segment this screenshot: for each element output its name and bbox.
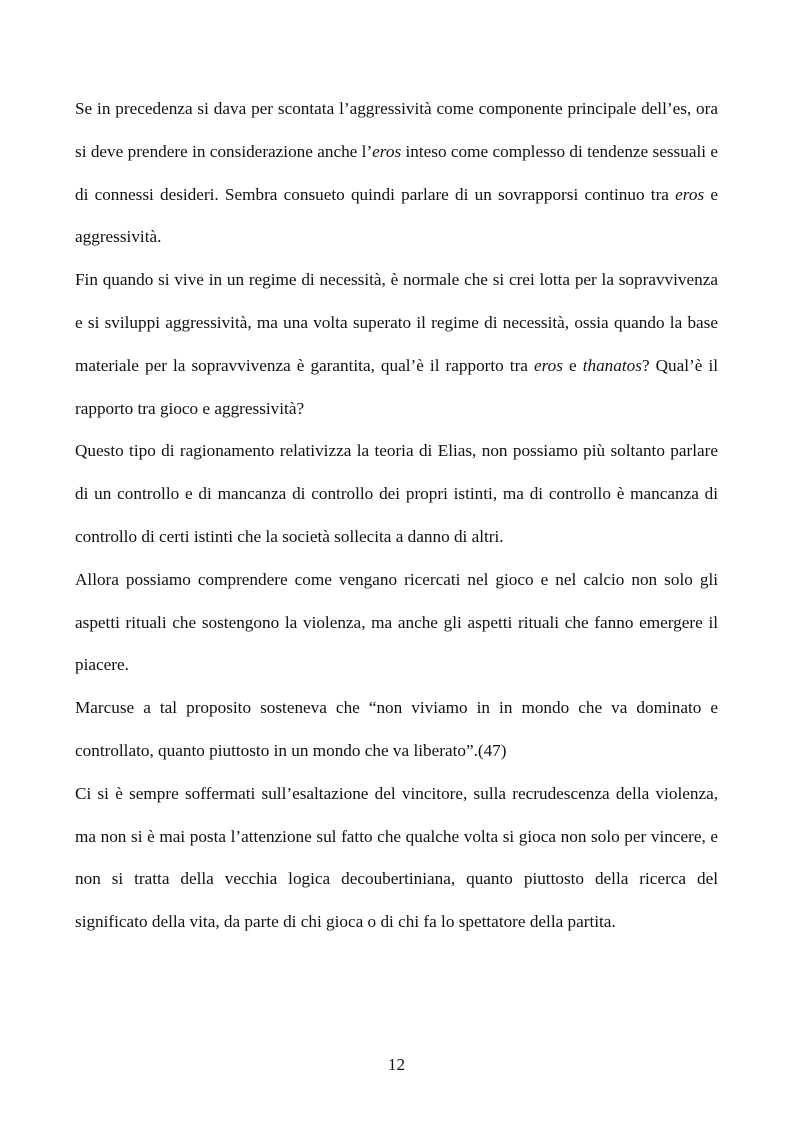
text-segment: Fin quando si vive in un regime di necessità, è normale che si crei lotta per la sopravvivenza e si sviluppi aggressività, ma una volta superato il regime di necessità, ossia quando la base materiale per la sopravvivenza è garantita, qual’è il rapporto tra: [75, 270, 718, 375]
body-text: [75, 88, 718, 944]
paragraph: [75, 259, 718, 430]
text-segment: e aggressività.: [75, 184, 718, 247]
italic-term: eros: [534, 355, 563, 375]
italic-term: thanatos: [582, 355, 642, 375]
paragraph: [75, 559, 718, 687]
italic-term: eros: [675, 184, 705, 204]
text-segment: Marcuse a tal proposito sosteneva che “non viviamo in in mondo che va dominato e controllato, quanto piuttosto in un mondo che va liberato”.(47): [75, 698, 718, 760]
text-segment: ? Qual’è il rapporto tra gioco e aggressività?: [75, 355, 718, 418]
paragraph: [75, 687, 718, 773]
paragraph: [75, 773, 718, 944]
text-segment: Se in precedenza si dava per scontata l’aggressività come componente principale dell’es, ora si deve prendere in considerazione anche l’: [75, 99, 718, 161]
text-segment: inteso come complesso di tendenze sessuali e di connessi desideri. Sembra consueto quindi parlare di un sovrapporsi continuo tra: [75, 141, 718, 204]
text-segment: Ci si è sempre soffermati sull’esaltazione del vincitore, sulla recrudescenza della violenza, ma non si è mai posta l’attenzione sul fatto che qualche volta si gioca non solo per vincere, e non si tratta della vecchia logica decoubertiniana, quanto piuttosto della ricerca del significato della vita, da parte di chi gioca o di chi fa lo spettatore della partita.: [75, 783, 718, 932]
text-segment: Allora possiamo comprendere come vengano ricercati nel gioco e nel calcio non solo gli aspetti rituali che sostengono la violenza, ma anche gli aspetti rituali che fanno emergere il piacere.: [75, 569, 718, 675]
text-segment: e: [562, 355, 583, 375]
italic-term: eros: [372, 141, 402, 161]
paragraph: [75, 430, 718, 558]
text-segment: Questo tipo di ragionamento relativizza la teoria di Elias, non possiamo più soltanto parlare di un controllo e di mancanza di controllo dei propri istinti, ma di controllo è mancanza di controllo di certi istinti che la società sollecita a danno di altri.: [75, 441, 718, 546]
page-number: 12: [387, 1055, 406, 1074]
paragraph: [75, 88, 718, 259]
